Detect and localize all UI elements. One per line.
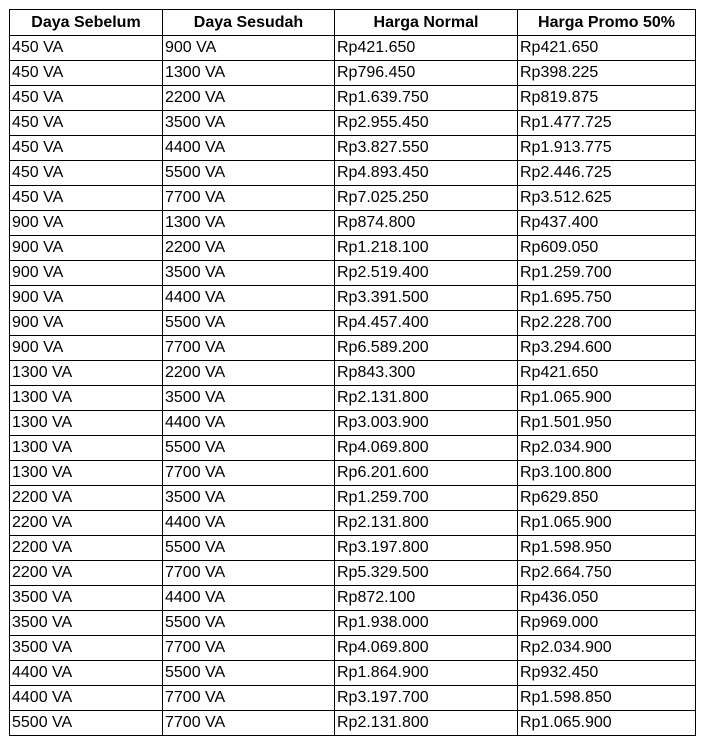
cell-harga-promo: Rp1.065.900 xyxy=(518,511,696,536)
cell-harga-promo: Rp2.228.700 xyxy=(518,311,696,336)
table-row xyxy=(10,661,696,686)
cell-daya-sesudah: 4400 VA xyxy=(163,136,335,161)
table-row xyxy=(10,436,696,461)
cell-daya-sebelum: 900 VA xyxy=(10,336,163,361)
cell-daya-sebelum: 450 VA xyxy=(10,186,163,211)
cell-harga-normal: Rp1.639.750 xyxy=(335,86,518,111)
cell-daya-sesudah: 5500 VA xyxy=(163,436,335,461)
cell-harga-normal: Rp3.827.550 xyxy=(335,136,518,161)
cell-harga-normal: Rp3.197.800 xyxy=(335,536,518,561)
cell-harga-normal: Rp1.259.700 xyxy=(335,486,518,511)
cell-daya-sebelum: 450 VA xyxy=(10,111,163,136)
table-row xyxy=(10,111,696,136)
table-row xyxy=(10,186,696,211)
cell-daya-sebelum: 450 VA xyxy=(10,136,163,161)
header-harga-promo: Harga Promo 50% xyxy=(518,10,696,36)
cell-harga-normal: Rp4.457.400 xyxy=(335,311,518,336)
cell-daya-sebelum: 900 VA xyxy=(10,286,163,311)
cell-daya-sesudah: 5500 VA xyxy=(163,536,335,561)
table-row xyxy=(10,211,696,236)
cell-daya-sebelum: 1300 VA xyxy=(10,386,163,411)
cell-daya-sesudah: 4400 VA xyxy=(163,286,335,311)
cell-daya-sesudah: 5500 VA xyxy=(163,311,335,336)
cell-daya-sesudah: 4400 VA xyxy=(163,586,335,611)
table-row xyxy=(10,461,696,486)
cell-daya-sesudah: 7700 VA xyxy=(163,711,335,736)
header-row xyxy=(10,10,696,36)
cell-harga-normal: Rp796.450 xyxy=(335,61,518,86)
table-row xyxy=(10,486,696,511)
cell-harga-normal: Rp2.131.800 xyxy=(335,511,518,536)
table-row xyxy=(10,536,696,561)
cell-daya-sebelum: 3500 VA xyxy=(10,586,163,611)
cell-daya-sesudah: 7700 VA xyxy=(163,561,335,586)
cell-daya-sebelum: 5500 VA xyxy=(10,711,163,736)
cell-harga-promo: Rp1.477.725 xyxy=(518,111,696,136)
cell-daya-sesudah: 7700 VA xyxy=(163,461,335,486)
cell-daya-sebelum: 900 VA xyxy=(10,261,163,286)
table-row xyxy=(10,61,696,86)
cell-daya-sebelum: 900 VA xyxy=(10,211,163,236)
table-row xyxy=(10,86,696,111)
cell-harga-promo: Rp2.446.725 xyxy=(518,161,696,186)
table-row xyxy=(10,336,696,361)
cell-harga-normal: Rp2.519.400 xyxy=(335,261,518,286)
cell-daya-sebelum: 2200 VA xyxy=(10,536,163,561)
cell-daya-sesudah: 900 VA xyxy=(163,36,335,61)
price-table xyxy=(9,9,696,736)
cell-daya-sebelum: 900 VA xyxy=(10,236,163,261)
cell-daya-sesudah: 7700 VA xyxy=(163,186,335,211)
cell-daya-sesudah: 5500 VA xyxy=(163,661,335,686)
cell-harga-promo: Rp2.664.750 xyxy=(518,561,696,586)
cell-harga-promo: Rp969.000 xyxy=(518,611,696,636)
cell-harga-promo: Rp437.400 xyxy=(518,211,696,236)
table-row xyxy=(10,36,696,61)
cell-harga-normal: Rp1.864.900 xyxy=(335,661,518,686)
table-row xyxy=(10,561,696,586)
cell-harga-promo: Rp932.450 xyxy=(518,661,696,686)
cell-harga-normal: Rp4.069.800 xyxy=(335,636,518,661)
cell-daya-sesudah: 2200 VA xyxy=(163,86,335,111)
table-row xyxy=(10,511,696,536)
table-row xyxy=(10,711,696,736)
cell-harga-promo: Rp629.850 xyxy=(518,486,696,511)
cell-harga-promo: Rp1.913.775 xyxy=(518,136,696,161)
header-harga-normal: Harga Normal xyxy=(335,10,518,36)
cell-daya-sesudah: 7700 VA xyxy=(163,336,335,361)
cell-daya-sesudah: 1300 VA xyxy=(163,61,335,86)
cell-daya-sebelum: 450 VA xyxy=(10,36,163,61)
cell-harga-promo: Rp1.598.850 xyxy=(518,686,696,711)
cell-daya-sebelum: 450 VA xyxy=(10,61,163,86)
cell-harga-normal: Rp5.329.500 xyxy=(335,561,518,586)
cell-harga-promo: Rp1.065.900 xyxy=(518,711,696,736)
cell-harga-promo: Rp1.598.950 xyxy=(518,536,696,561)
cell-daya-sebelum: 3500 VA xyxy=(10,636,163,661)
cell-daya-sebelum: 450 VA xyxy=(10,161,163,186)
table-header xyxy=(10,10,696,36)
cell-daya-sesudah: 3500 VA xyxy=(163,261,335,286)
cell-harga-normal: Rp3.003.900 xyxy=(335,411,518,436)
cell-daya-sesudah: 4400 VA xyxy=(163,511,335,536)
cell-harga-normal: Rp3.197.700 xyxy=(335,686,518,711)
cell-harga-promo: Rp3.512.625 xyxy=(518,186,696,211)
cell-harga-promo: Rp421.650 xyxy=(518,36,696,61)
cell-harga-promo: Rp1.501.950 xyxy=(518,411,696,436)
table-row xyxy=(10,611,696,636)
cell-daya-sebelum: 900 VA xyxy=(10,311,163,336)
cell-harga-promo: Rp398.225 xyxy=(518,61,696,86)
table-row xyxy=(10,161,696,186)
cell-daya-sebelum: 1300 VA xyxy=(10,461,163,486)
cell-harga-normal: Rp4.069.800 xyxy=(335,436,518,461)
cell-harga-normal: Rp874.800 xyxy=(335,211,518,236)
table-row xyxy=(10,311,696,336)
table-row xyxy=(10,636,696,661)
header-daya-sebelum: Daya Sebelum xyxy=(10,10,163,36)
table-row xyxy=(10,586,696,611)
cell-harga-promo: Rp3.100.800 xyxy=(518,461,696,486)
cell-daya-sebelum: 2200 VA xyxy=(10,486,163,511)
cell-harga-normal: Rp4.893.450 xyxy=(335,161,518,186)
table-row xyxy=(10,261,696,286)
table-row xyxy=(10,411,696,436)
table-row xyxy=(10,361,696,386)
cell-harga-normal: Rp2.131.800 xyxy=(335,711,518,736)
cell-daya-sebelum: 4400 VA xyxy=(10,661,163,686)
cell-daya-sesudah: 4400 VA xyxy=(163,411,335,436)
cell-daya-sebelum: 1300 VA xyxy=(10,361,163,386)
cell-daya-sesudah: 5500 VA xyxy=(163,161,335,186)
table-row xyxy=(10,286,696,311)
table-body xyxy=(10,36,696,736)
cell-daya-sebelum: 2200 VA xyxy=(10,511,163,536)
cell-harga-promo: Rp2.034.900 xyxy=(518,436,696,461)
cell-daya-sesudah: 1300 VA xyxy=(163,211,335,236)
cell-harga-normal: Rp7.025.250 xyxy=(335,186,518,211)
cell-daya-sebelum: 1300 VA xyxy=(10,411,163,436)
cell-daya-sesudah: 7700 VA xyxy=(163,686,335,711)
cell-harga-normal: Rp421.650 xyxy=(335,36,518,61)
cell-daya-sebelum: 1300 VA xyxy=(10,436,163,461)
cell-harga-normal: Rp3.391.500 xyxy=(335,286,518,311)
header-daya-sesudah: Daya Sesudah xyxy=(163,10,335,36)
table-row xyxy=(10,236,696,261)
cell-harga-promo: Rp3.294.600 xyxy=(518,336,696,361)
cell-daya-sebelum: 3500 VA xyxy=(10,611,163,636)
cell-daya-sebelum: 450 VA xyxy=(10,86,163,111)
cell-harga-normal: Rp1.938.000 xyxy=(335,611,518,636)
cell-harga-promo: Rp436.050 xyxy=(518,586,696,611)
cell-harga-normal: Rp2.131.800 xyxy=(335,386,518,411)
table-row xyxy=(10,386,696,411)
cell-harga-promo: Rp1.259.700 xyxy=(518,261,696,286)
cell-daya-sesudah: 3500 VA xyxy=(163,111,335,136)
cell-daya-sesudah: 7700 VA xyxy=(163,636,335,661)
cell-harga-promo: Rp609.050 xyxy=(518,236,696,261)
cell-daya-sebelum: 4400 VA xyxy=(10,686,163,711)
cell-daya-sebelum: 2200 VA xyxy=(10,561,163,586)
cell-harga-normal: Rp2.955.450 xyxy=(335,111,518,136)
cell-harga-promo: Rp819.875 xyxy=(518,86,696,111)
cell-daya-sesudah: 2200 VA xyxy=(163,236,335,261)
price-table-container xyxy=(9,9,696,736)
cell-daya-sesudah: 3500 VA xyxy=(163,386,335,411)
cell-daya-sesudah: 2200 VA xyxy=(163,361,335,386)
cell-harga-normal: Rp6.201.600 xyxy=(335,461,518,486)
cell-harga-normal: Rp6.589.200 xyxy=(335,336,518,361)
table-row xyxy=(10,686,696,711)
cell-harga-promo: Rp421.650 xyxy=(518,361,696,386)
table-row xyxy=(10,136,696,161)
cell-harga-normal: Rp843.300 xyxy=(335,361,518,386)
cell-daya-sesudah: 5500 VA xyxy=(163,611,335,636)
cell-harga-normal: Rp872.100 xyxy=(335,586,518,611)
cell-harga-normal: Rp1.218.100 xyxy=(335,236,518,261)
cell-daya-sesudah: 3500 VA xyxy=(163,486,335,511)
cell-harga-promo: Rp2.034.900 xyxy=(518,636,696,661)
cell-harga-promo: Rp1.065.900 xyxy=(518,386,696,411)
cell-harga-promo: Rp1.695.750 xyxy=(518,286,696,311)
